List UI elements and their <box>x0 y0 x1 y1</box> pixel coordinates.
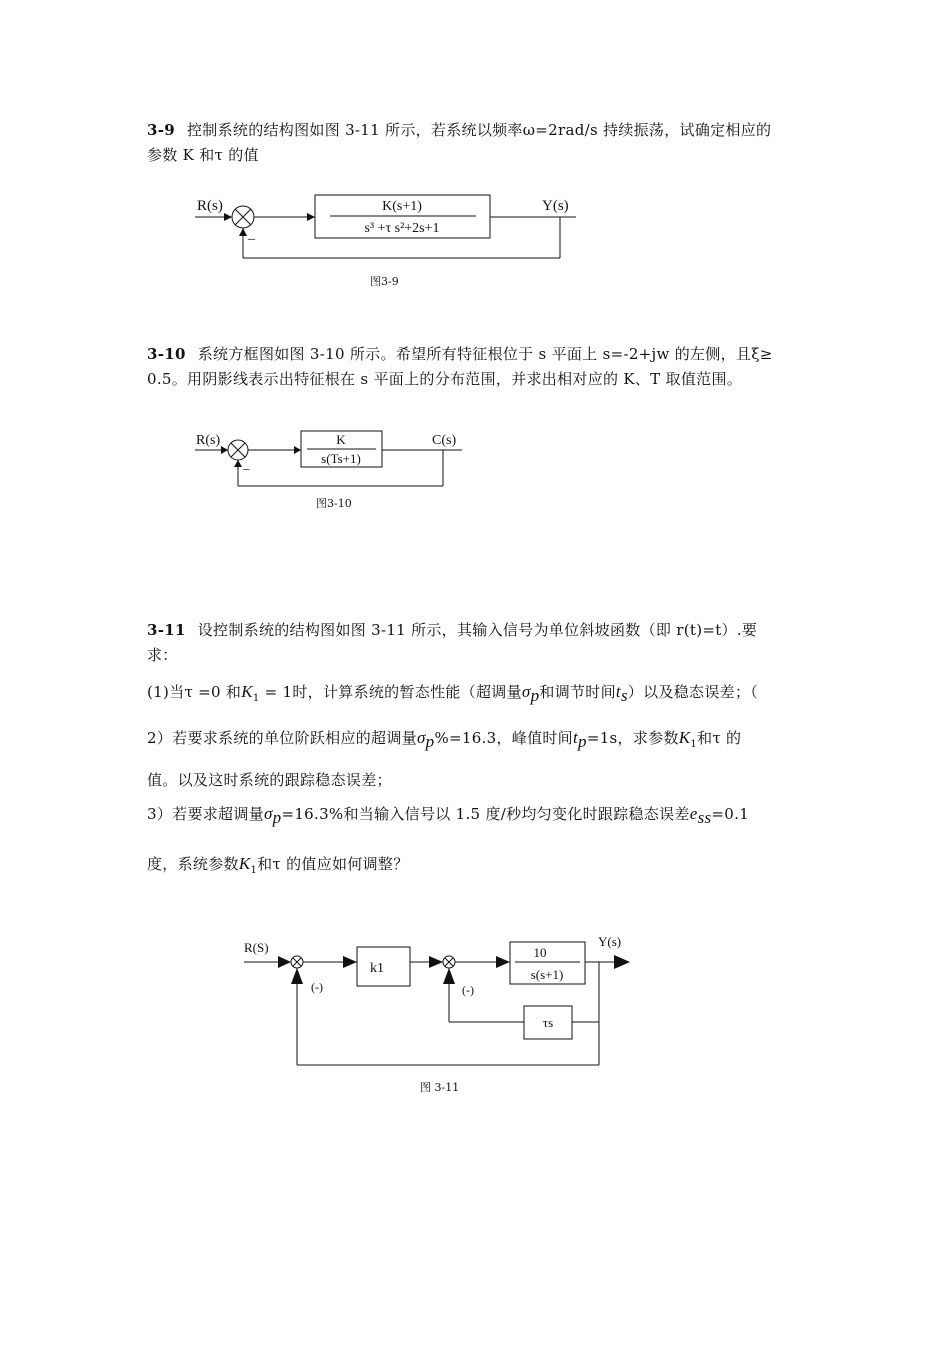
problem-text: 设控制系统的结构图如图 3-11 所示，其输入信号为单位斜坡函数（即 r(t)=t）.要 <box>197 621 758 639</box>
figure-caption: 图 3-11 <box>420 1081 460 1094</box>
problem-3-9-line2: 参数 K 和τ 的值 <box>147 146 259 164</box>
output-label: Y(s) <box>598 934 622 949</box>
tf-numerator: K <box>336 432 346 447</box>
input-label: R(s) <box>196 433 221 448</box>
tf-numerator: K(s+1) <box>382 199 422 214</box>
question-1: (1)当τ =0 和$K_1 = 1$时，计算系统的暂态性能（超调量$\sigma_p$和调节时间$t_s$）以及稳态误差；（ <box>147 682 759 705</box>
problem-3-10-line2: 0.5。用阴影线表示出特征根在 s 平面上的分布范围，并求出相对应的 K、T 取值范围。 <box>147 370 743 388</box>
output-label: C(s) <box>432 433 457 448</box>
tf-denominator: s³ +τ s²+2s+1 <box>364 221 440 236</box>
feedback-block: τs <box>542 1015 554 1030</box>
tf-denominator: s(s+1) <box>530 967 564 982</box>
tf-numerator: 10 <box>533 945 547 960</box>
figure-caption: 图3-10 <box>316 497 352 510</box>
output-label: Y(s) <box>542 198 569 214</box>
question-2-line2: 值。以及这时系统的跟踪稳态误差； <box>147 771 392 789</box>
figure-caption: 图3-9 <box>370 275 399 288</box>
problem-number: 3-11 <box>147 621 186 639</box>
question-3-line2: 度，系统参数$K_1$和τ 的值应如何调整？ <box>147 854 409 876</box>
problem-number: 3-9 <box>147 121 175 139</box>
negative-sign-2: (-) <box>462 983 474 997</box>
gain-k1: k1 <box>370 961 384 976</box>
negative-sign: _ <box>248 227 255 242</box>
tf-denominator: s(Ts+1) <box>321 451 361 466</box>
input-label: R(S) <box>244 940 269 955</box>
negative-sign-1: (-) <box>311 980 323 994</box>
problem-3-11-line2: 求： <box>147 646 178 664</box>
question-2: 2）若要求系统的单位阶跃相应的超调量$\sigma_p\%=16.3$，峰值时间$t_p=1s$，求参数$K_1$和τ 的 <box>147 728 742 751</box>
problem-text: 系统方框图如图 3-10 所示。希望所有特征根位于 s 平面上 s=-2+jw 的左侧，且ξ≥ <box>197 345 773 363</box>
question-3: 3）若要求超调量$\sigma_p=16.3\%$和当输入信号以 1.5 度/秒均匀变化时跟踪稳态误差$e_{ss}=0.1$ <box>147 804 750 827</box>
negative-sign: _ <box>243 456 250 471</box>
problem-number: 3-10 <box>147 345 186 363</box>
input-label: R(s) <box>197 198 223 214</box>
problem-text: 控制系统的结构图如图 3-11 所示，若系统以频率ω=2rad/s 持续振荡，试确定相应的 <box>187 121 772 139</box>
